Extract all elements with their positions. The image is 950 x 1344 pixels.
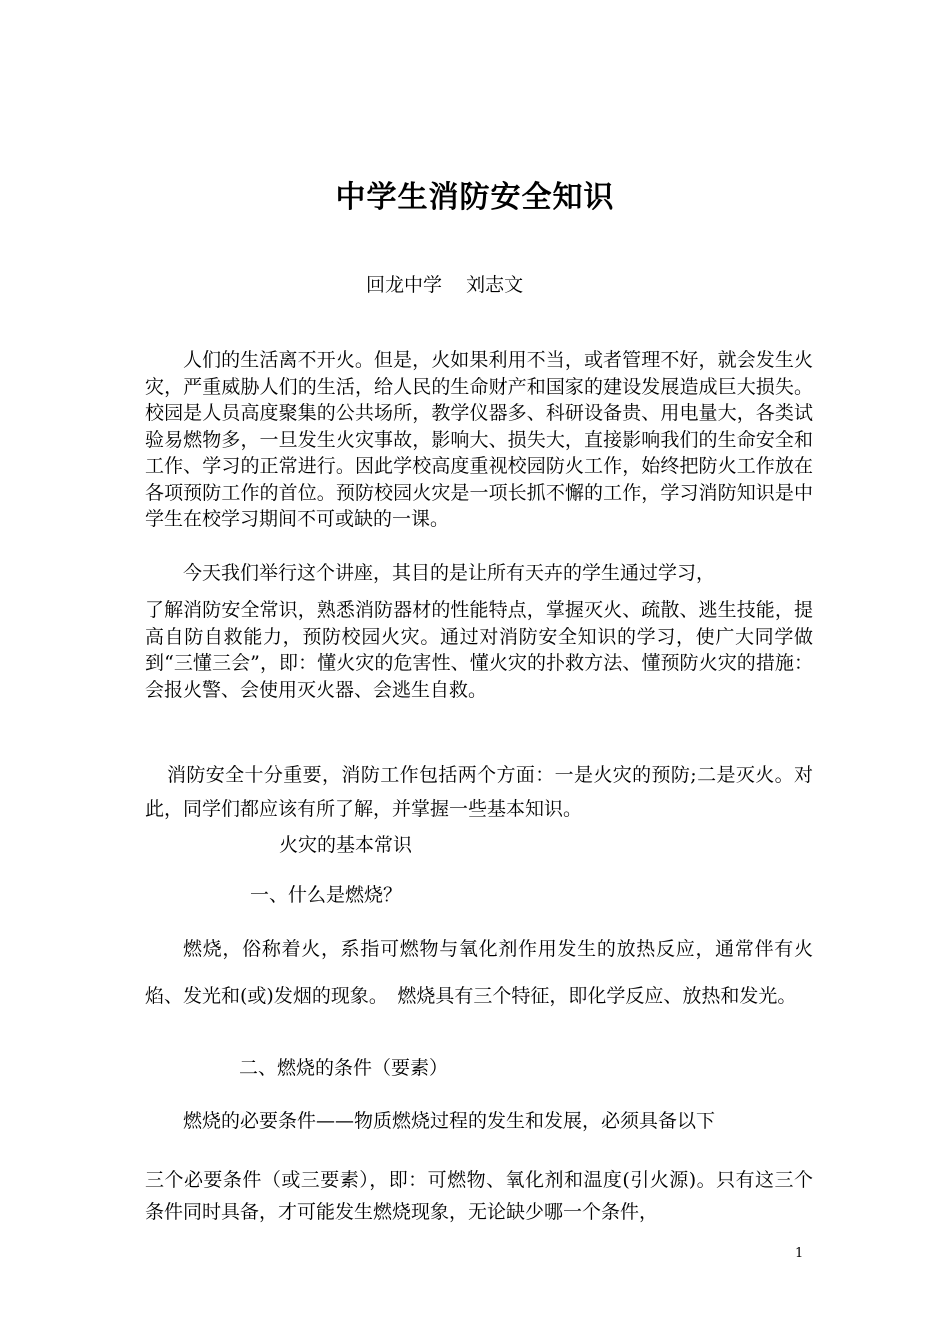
page-number: 1 — [795, 1246, 804, 1261]
document-title: 中学生消防安全知识 — [335, 180, 615, 215]
lecture-paragraph-continued: 了解消防安全常识，熟悉消防器材的性能特点，掌握灭火、疏散、逃生技能，提高自防自救能力，预防校园火灾。通过对消防安全知识的学习，使广大同学做到“三懂三会”，即：懂火灾的危害性、懂火灾的扑救方法、懂预防火灾的措施：会报火警、会使用灭火器、会逃生自救。 — [145, 599, 813, 701]
intro-paragraph: 人们的生活离不开火。但是，火如果利用不当，或者管理不好，就会发生火灾，严重威胁人们的生活，给人民的生命财产和国家的建设发展造成巨大损失。校园是人员高度聚集的公共场所，教学仪器多、科研设备贵、用电量大，各类试验易燃物多，一旦发生火灾事故，影响大、损失大，直接影响我们的生命安全和工作、学习的正常进行。因此学校高度重视校园防火工作，始终把防火工作放在各项预防工作的首位。预防校园火灾是一项长抓不懈的工作，学习消防知识是中学生在校学习期间不可或缺的一课。 — [145, 349, 813, 530]
section-heading-basic-knowledge: 火灾的基本常识 — [279, 834, 413, 856]
subsection-heading-what-is-combustion: 一、什么是燃烧？ — [250, 884, 403, 906]
author-line: 回龙中学 刘志文 — [366, 274, 524, 296]
subsection-heading-combustion-conditions: 二、燃烧的条件（要素） — [239, 1057, 449, 1079]
importance-paragraph: 消防安全十分重要，消防工作包括两个方面：一是火灾的预防;二是灭火。对此，同学们都应该有所了解，并掌握一些基本知识。 — [145, 764, 813, 820]
combustion-definition-paragraph: 燃烧，俗称着火，系指可燃物与氧化剂作用发生的放热反应，通常伴有火焰、发光和(或)发烟的现象。 燃烧具有三个特征，即化学反应、放热和发光。 — [145, 938, 813, 1007]
lecture-paragraph-first-line: 今天我们举行这个讲座，其目的是让所有天卉的学生通过学习， — [183, 562, 716, 584]
conditions-paragraph-first-line: 燃烧的必要条件——物质燃烧过程的发生和发展，必须具备以下 — [183, 1110, 716, 1132]
conditions-paragraph-continued: 三个必要条件（或三要素），即：可燃物、氧化剂和温度(引火源)。只有这三个条件同时具备，才可能发生燃烧现象，无论缺少哪一个条件， — [145, 1169, 813, 1223]
